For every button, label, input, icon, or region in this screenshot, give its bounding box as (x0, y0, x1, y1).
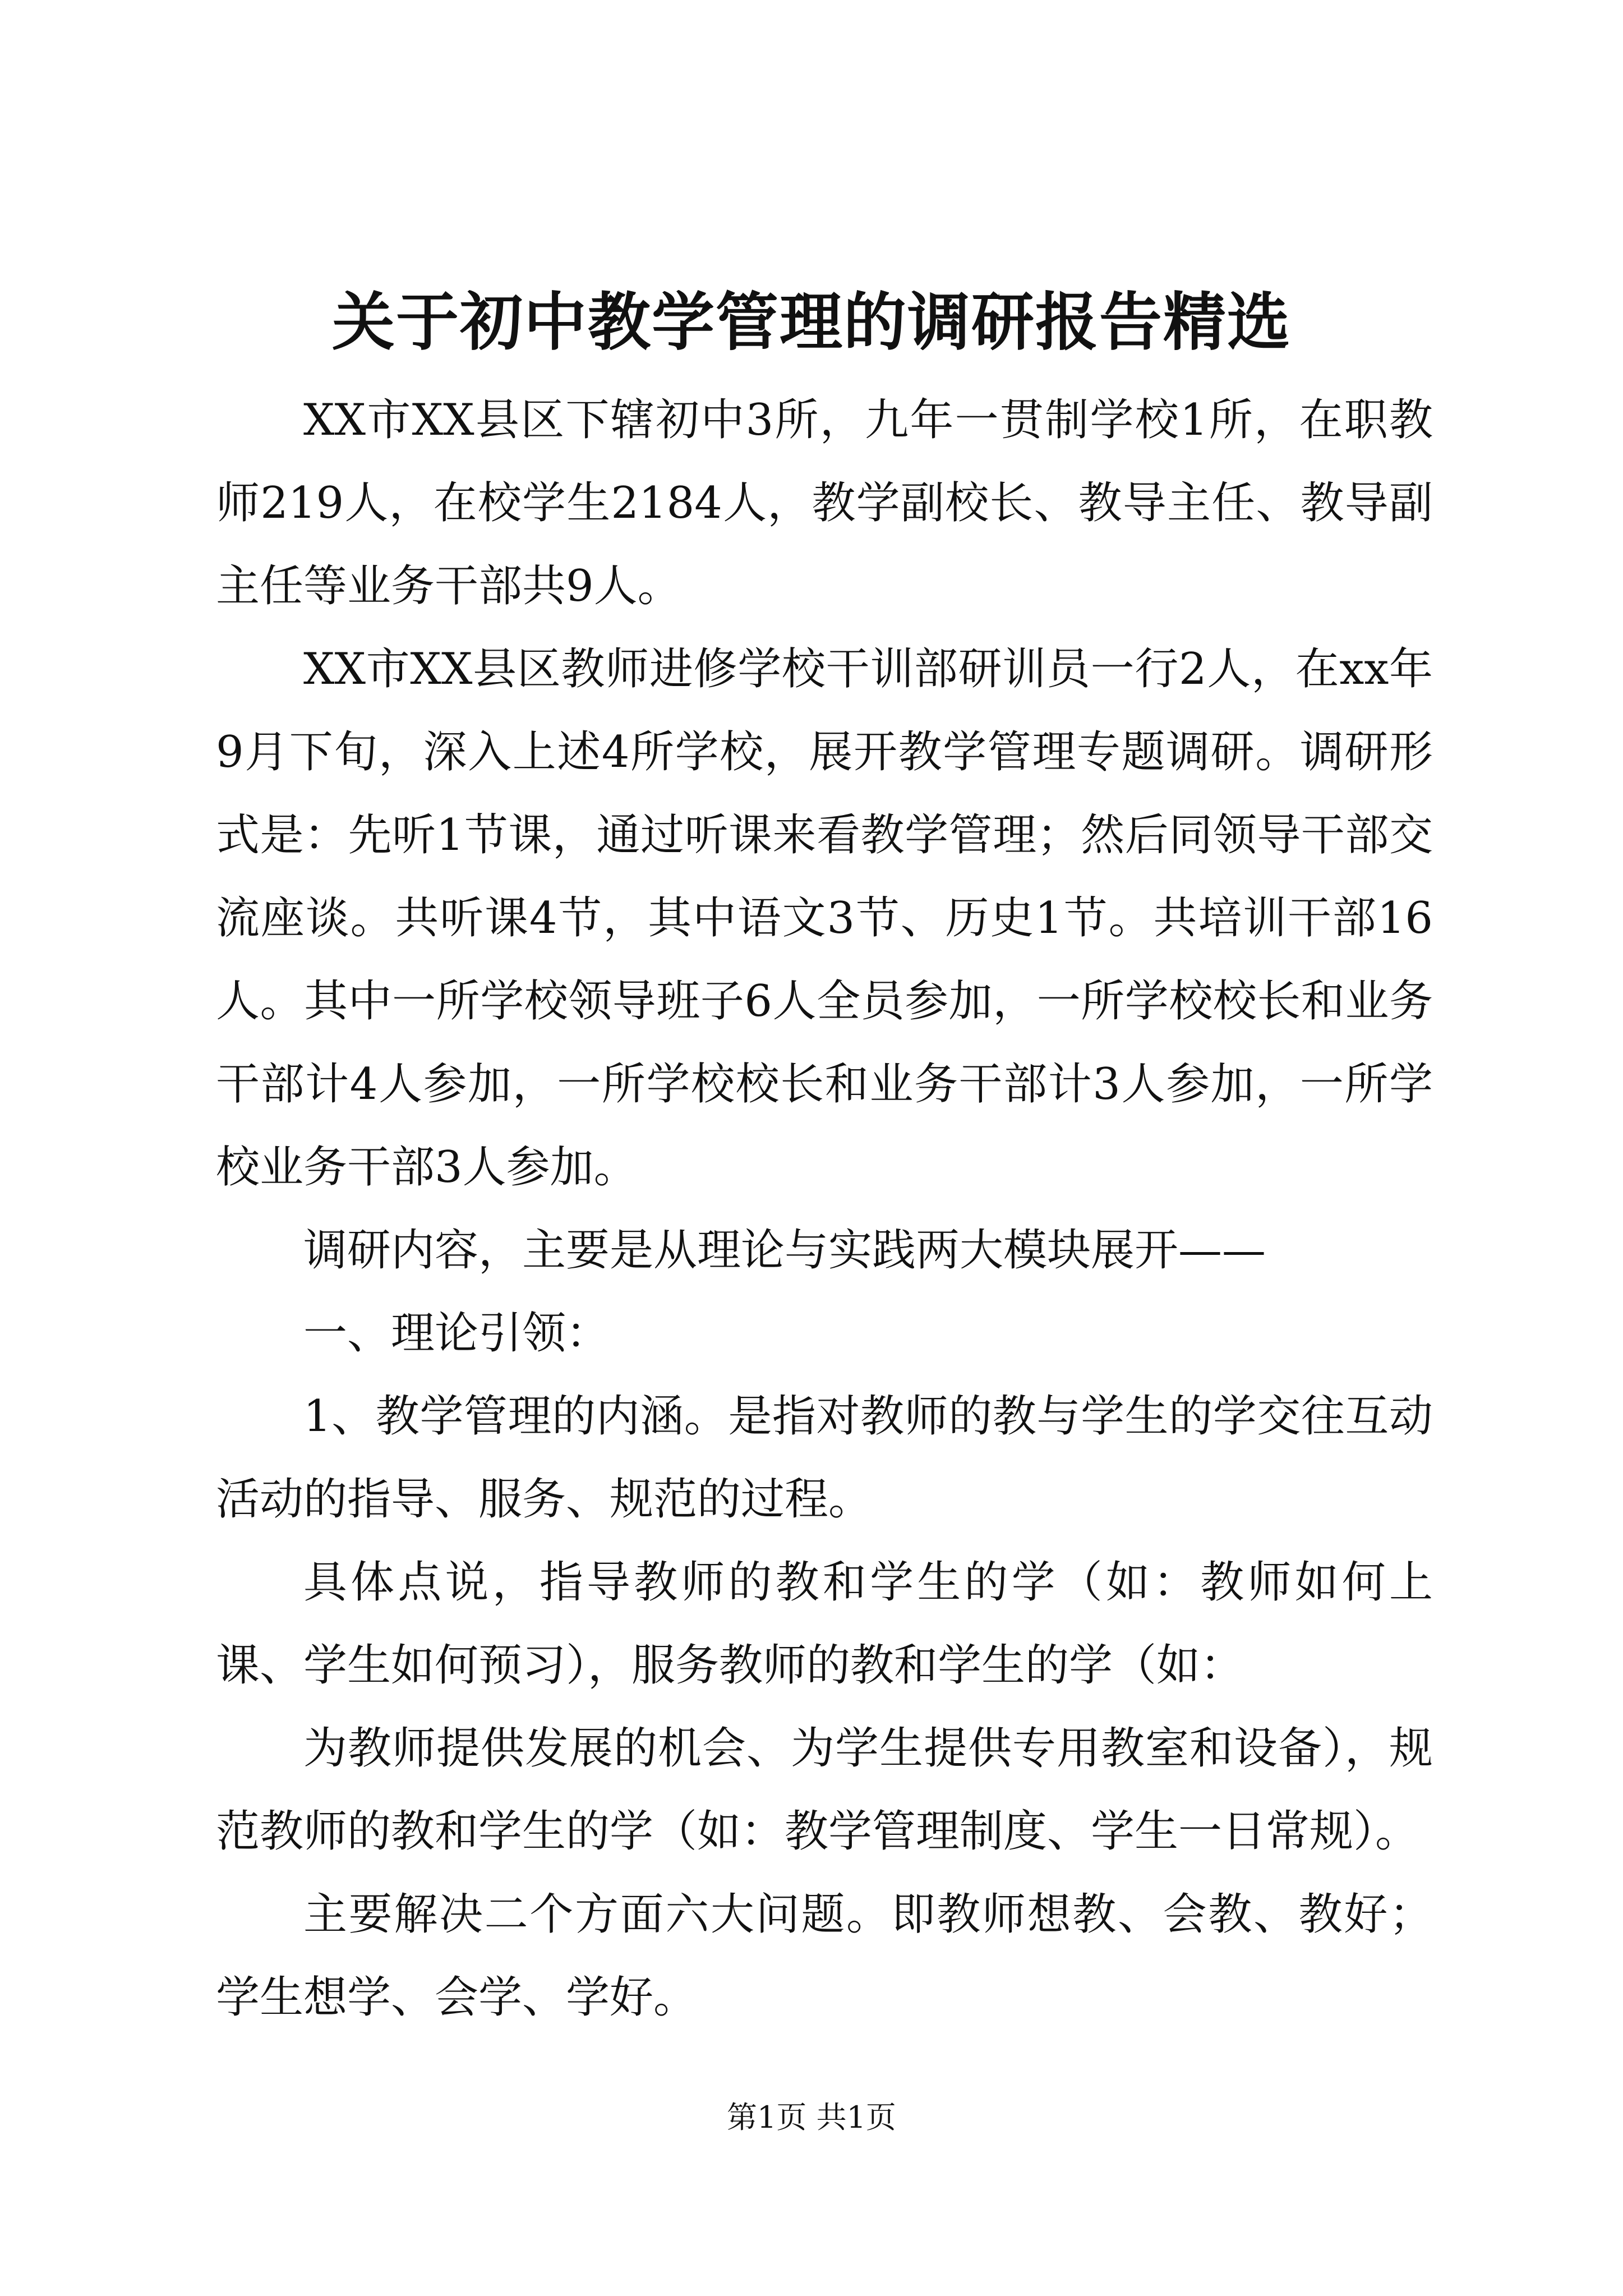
paragraph: 调研内容，主要是从理论与实践两大模块展开—— (303, 1225, 1266, 1276)
section-heading: 一、理论引领： (303, 1308, 610, 1359)
paragraph: 具体点说，指导教师的教和学生的学（如：教师如何上课、学生如何预习），服务教师的教和学生的学（如： (216, 1557, 1433, 1691)
paragraph: 为教师提供发展的机会、为学生提供专用教室和设备），规范教师的教和学生的学（如：教学管理制度、学生一日常规）。 (216, 1723, 1433, 1857)
paragraph: 主要解决二个方面六大问题。即教师想教、会教、教好；学生想学、会学、学好。 (216, 1889, 1433, 2023)
paragraph: XX市XX县区教师进修学校干训部研训员一行2人，在xx年9月下旬，深入上述4所学校，展开教学管理专题调研。调研形式是：先听1节课，通过听课来看教学管理；然后同领导干部交流座谈。共听课4节，其中语文3节、历史1节。共培训干部16人。其中一所学校领导班子6人全员参加，一所学校校长和业务干部计4人参加，一所学校校长和业务干部计3人参加，一所学校业务干部3人参加。 (216, 644, 1433, 1193)
paragraph: XX市XX县区下辖初中3所，九年一贯制学校1所，在职教师219人，在校学生2184人，教学副校长、教导主任、教导副主任等业务干部共9人。 (216, 395, 1433, 611)
document-body (216, 379, 1433, 2039)
page-number-footer: 第1页 共1页 (727, 2100, 896, 2135)
paragraph: 1、教学管理的内涵。是指对教师的教与学生的学交往互动活动的指导、服务、规范的过程。 (216, 1391, 1433, 1525)
document-title: 关于初中教学管理的调研报告精选 (332, 286, 1291, 359)
